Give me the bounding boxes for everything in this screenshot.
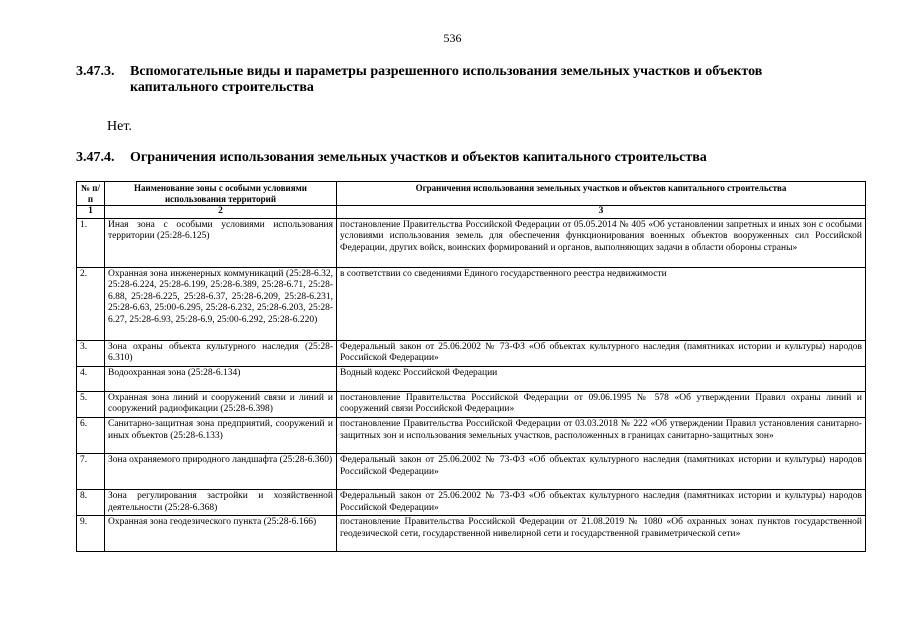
restriction-text: Федеральный закон от 25.06.2002 № 73-ФЗ «Об объектах культурного наследия (памятниках истории и культуры) народов Российской Федерации» — [337, 489, 866, 515]
column-number: 2 — [105, 206, 337, 219]
zone-name: Зона охраняемого природного ландшафта (25:28-6.360) — [105, 453, 337, 489]
restriction-text: Федеральный закон от 25.06.2002 № 73-ФЗ «Об объектах культурного наследия (памятниках истории и культуры) народов Российской Федерации» — [337, 340, 866, 366]
restriction-text: Федеральный закон от 25.06.2002 № 73-ФЗ «Об объектах культурного наследия (памятниках истории и культуры) народов Российской Федерации» — [337, 453, 866, 489]
header-zone-name: Наименование зоны с особыми условиями использования территорий — [105, 182, 337, 206]
table-row — [77, 340, 866, 366]
restriction-text: постановление Правительства Российской Федерации от 05.05.2014 № 405 «Об установлении запретных и иных зон с особыми условиями использования земель для обеспечения функционирования военных объектов вооруженных сил Российской Федерации, других войск, воинских формирований и органов, выполняющих задачи в области обороны страны» — [337, 218, 866, 267]
zone-name: Санитарно-защитная зона предприятий, сооружений и иных объектов (25:28-6.133) — [105, 417, 337, 453]
zone-name: Зона охраны объекта культурного наследия (25:28-6.310) — [105, 340, 337, 366]
table-row — [77, 453, 866, 489]
section-title: Ограничения использования земельных участков и объектов капитального строительства — [130, 150, 707, 165]
table-row — [77, 516, 866, 552]
section-heading-3-47-3 — [76, 63, 859, 80]
table-row — [77, 391, 866, 417]
restriction-text: Водный кодекс Российской Федерации — [337, 366, 866, 391]
section-title: Вспомогательные виды и параметры разрешенного использования земельных участков и объектов — [130, 64, 763, 79]
section-heading-3-47-4 — [76, 149, 707, 166]
row-number: 9. — [77, 516, 105, 552]
zone-name: Охранная зона инженерных коммуникаций (25:28-6.32, 25:28-6.224, 25:28-6.199, 25:28-6.389, 25:28-6.71, 25:28-6.88, 25:28-6.225, 25:28-6.37, 25:28-6.209, 25:28-6.231, 25:28-6.63, 25:00-6.295, 25:28-6.232, 25:28-6.203, 25:28-6.27, 25:28-6.93, 25:28-6.9, 25:00-6.292, 25:28-6.220) — [105, 267, 337, 340]
section-number: 3.47.4. — [76, 150, 115, 165]
row-number: 3. — [77, 340, 105, 366]
zone-name: Охранная зона линий и сооружений связи и линий и сооружений радиофикации (25:28-6.398) — [105, 391, 337, 417]
column-numbers-row — [77, 206, 866, 219]
section-title-continued: капитального строительства — [130, 80, 314, 95]
section-body-text: Нет. — [107, 119, 132, 134]
section-number: 3.47.3. — [76, 64, 115, 79]
zone-name: Охранная зона геодезического пункта (25:28-6.166) — [105, 516, 337, 552]
row-number: 6. — [77, 417, 105, 453]
row-number: 4. — [77, 366, 105, 391]
restriction-text: постановление Правительства Российской Федерации от 21.08.2019 № 1080 «Об охранных зонах пунктов государственной геодезической сети, государственной нивелирной сети и государственной гравиметрической сети» — [337, 516, 866, 552]
zone-name: Зона регулирования застройки и хозяйственной деятельности (25:28-6.368) — [105, 489, 337, 515]
page-number: 536 — [443, 31, 462, 45]
restrictions-table — [76, 181, 866, 552]
restriction-text: в соответствии со сведениями Единого государственного реестра недвижимости — [337, 267, 866, 340]
zone-name: Водоохранная зона (25:28-6.134) — [105, 366, 337, 391]
column-number: 3 — [337, 206, 866, 219]
table-row — [77, 218, 866, 267]
header-restrictions: Ограничения использования земельных участков и объектов капитального строительства — [337, 182, 866, 206]
table-row — [77, 489, 866, 515]
header-number: № п/п — [77, 182, 105, 206]
row-number: 8. — [77, 489, 105, 515]
row-number: 1. — [77, 218, 105, 267]
table-row — [77, 417, 866, 453]
column-number: 1 — [77, 206, 105, 219]
table-row — [77, 267, 866, 340]
restriction-text: постановление Правительства Российской Федерации от 09.06.1995 № 578 «Об утверждении Правил охраны линий и сооружений связи Российской Федерации» — [337, 391, 866, 417]
table-row — [77, 366, 866, 391]
row-number: 5. — [77, 391, 105, 417]
table-header-row — [77, 182, 866, 206]
zone-name: Иная зона с особыми условиями использования территории (25:28-6.125) — [105, 218, 337, 267]
row-number: 2. — [77, 267, 105, 340]
row-number: 7. — [77, 453, 105, 489]
restriction-text: постановление Правительства Российской Федерации от 03.03.2018 № 222 «Об утверждении Правил установления санитарно-защитных зон и использования земельных участков, расположенных в границах санитарно-защитных зон» — [337, 417, 866, 453]
